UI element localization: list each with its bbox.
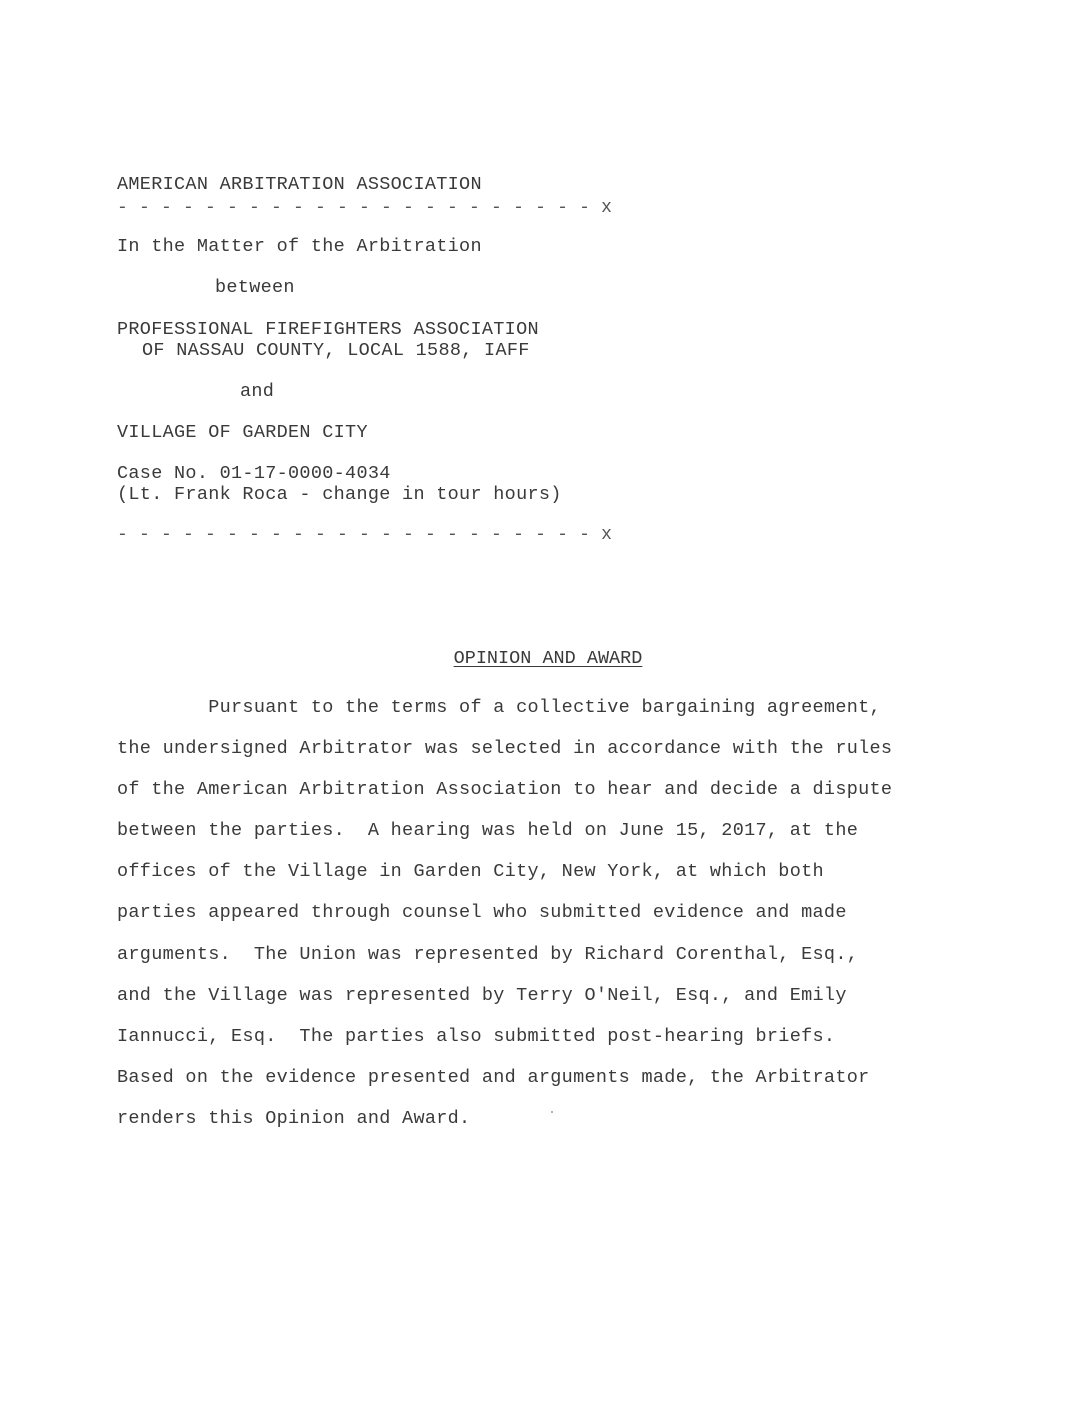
paragraph-line: arguments. The Union was represented by Richard Corenthal, Esq., — [117, 943, 859, 965]
bottom-divider: - - - - - - - - - - - - - - - - - - - - - - x — [117, 525, 613, 545]
paragraph-line: Based on the evidence presented and arguments made, the Arbitrator — [117, 1066, 870, 1088]
paragraph-line: between the parties. A hearing was held on June 15, 2017, at the — [117, 820, 859, 842]
paragraph-line: and the Village was represented by Terry O'Neil, Esq., and Emily — [117, 984, 847, 1006]
party-one-line-1: PROFESSIONAL FIREFIGHTERS ASSOCIATION — [117, 319, 539, 340]
paragraph-line: the undersigned Arbitrator was selected in accordance with the rules — [117, 738, 893, 760]
between-word: between — [215, 277, 295, 298]
opinion-paragraph — [117, 687, 977, 1139]
organization-name: AMERICAN ARBITRATION ASSOCIATION — [117, 174, 482, 195]
matter-line: In the Matter of the Arbitration — [117, 236, 482, 257]
paragraph-line: Iannucci, Esq. The parties also submitted post-hearing briefs. — [117, 1025, 836, 1047]
paragraph-line: of the American Arbitration Association to hear and decide a dispute — [117, 779, 893, 801]
paragraph-line: renders this Opinion and Award. — [117, 1107, 471, 1129]
opinion-title — [0, 648, 1088, 670]
party-two: VILLAGE OF GARDEN CITY — [117, 422, 368, 443]
and-word: and — [240, 381, 275, 402]
opinion-title-text: OPINION AND AWARD — [453, 648, 643, 669]
top-divider: - - - - - - - - - - - - - - - - - - - - - - x — [117, 198, 613, 218]
case-number: Case No. 01-17-0000-4034 — [117, 463, 391, 484]
paragraph-line: parties appeared through counsel who submitted evidence and made — [117, 902, 847, 924]
paragraph-line: offices of the Village in Garden City, New York, at which both — [117, 861, 824, 883]
paragraph-line: Pursuant to the terms of a collective bargaining agreement, — [117, 697, 881, 718]
scan-speck — [551, 1111, 553, 1113]
case-subject: (Lt. Frank Roca - change in tour hours) — [117, 484, 562, 505]
party-one-line-2: OF NASSAU COUNTY, LOCAL 1588, IAFF — [142, 340, 530, 361]
